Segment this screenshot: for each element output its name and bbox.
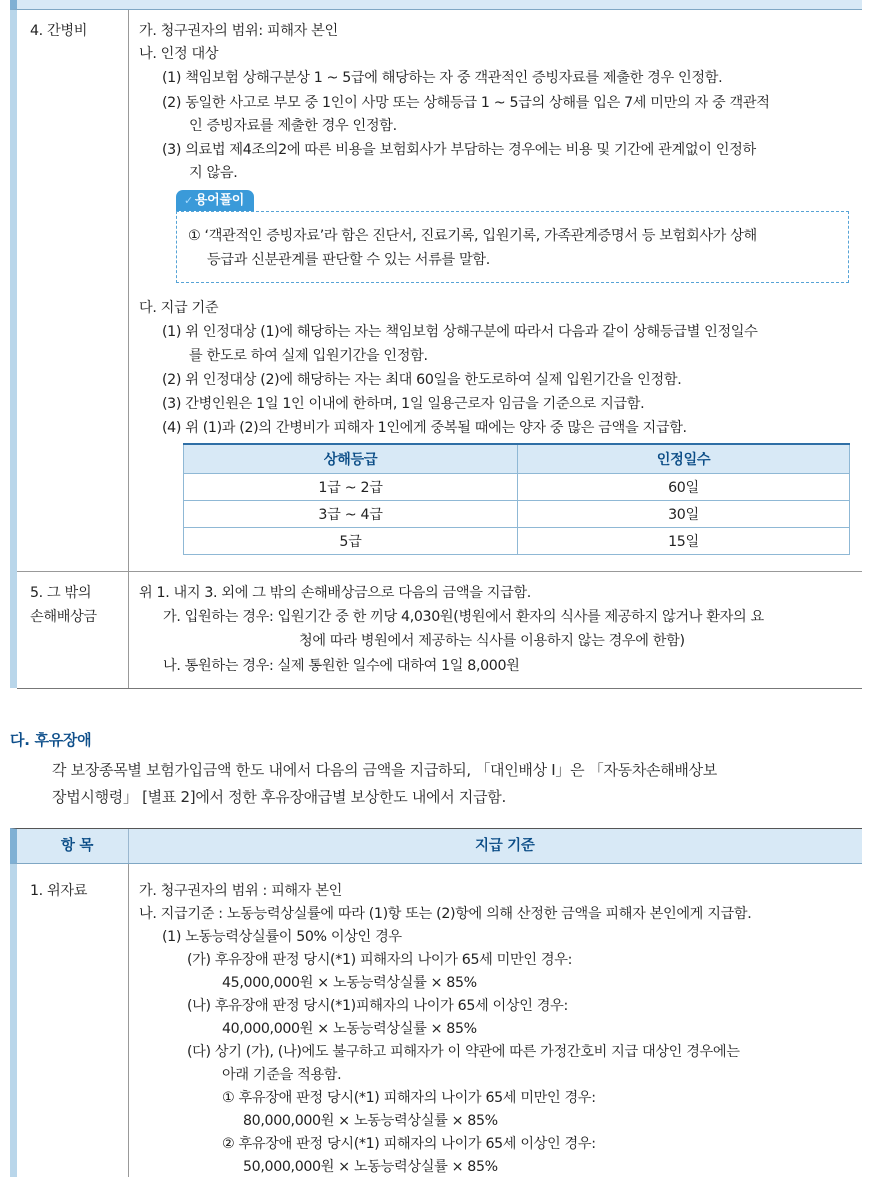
grade-header: 상해등급 [184, 444, 518, 474]
item-label: 4. 간병비 [30, 23, 88, 39]
header-divider [128, 829, 129, 863]
criteria-line: (가) 후유장애 판정 당시(*1) 피해자의 나이가 65세 미만인 경우: [187, 952, 573, 968]
criteria-line: 위 1. 내지 3. 외에 그 밖의 손해배상금으로 다음의 금액을 지급함. [139, 585, 531, 601]
criteria-line: (3) 간병인원은 1일 1인 이내에 한하며, 1일 일용근로자 임금을 기준으로 지급함. [162, 396, 645, 412]
grade-cell: 1급 ~ 2급 [184, 474, 518, 501]
criteria-line: 청에 따라 병원에서 제공하는 식사를 이용하지 않는 경우에 한함) [299, 633, 685, 649]
intro-line: 각 보장종목별 보험가입금액 한도 내에서 다음의 금액을 지급하되, 「대인배상 Ⅰ」은 「자동차손해배상보 [52, 761, 717, 779]
criteria-line: (1) 노동능력상실률이 50% 이상인 경우 [162, 929, 402, 945]
grade-cell: 3급 ~ 4급 [184, 501, 518, 528]
criteria-line: (1) 위 인정대상 (1)에 해당하는 자는 책임보험 상해구분에 따라서 다음과 같이 상해등급별 인정일수 [162, 324, 758, 340]
criteria-line: (2) 위 인정대상 (2)에 해당하는 자는 최대 60일을 한도로하여 실제 입원기간을 인정함. [162, 372, 682, 388]
days-cell: 30일 [518, 501, 850, 528]
row-divider [17, 571, 862, 572]
table-bottom-border [17, 688, 862, 689]
criteria-line: (4) 위 (1)과 (2)의 간병비가 피해자 1인에게 중복될 때에는 양자 중 많은 금액을 지급함. [162, 420, 687, 436]
criteria-line: (나) 후유장애 판정 당시(*1)피해자의 나이가 65세 이상인 경우: [187, 998, 568, 1014]
criteria-line: 나. 통원하는 경우: 실제 통원한 일수에 대하여 1일 8,000원 [163, 658, 520, 674]
glossary-tag [176, 190, 254, 211]
criteria-line: (3) 의료법 제4조의2에 따른 비용을 보험회사가 부담하는 경우에는 비용 및 기간에 관계없이 인정하 [162, 142, 756, 158]
table-row [184, 528, 850, 555]
criteria-line: 아래 기준을 적용함. [222, 1067, 342, 1083]
days-cell: 60일 [518, 474, 850, 501]
glossary-tag-label: 용어풀이 [194, 193, 244, 208]
grade-cell: 5급 [184, 528, 518, 555]
glossary-line: ① ‘객관적인 증빙자료’라 함은 진단서, 진료기록, 입원기록, 가족관계증명서 등 보험회사가 상해 [188, 228, 757, 244]
criteria-line: 지 않음. [189, 165, 238, 181]
glossary-line: 등급과 신분관계를 판단할 수 있는 서류를 말함. [207, 252, 490, 268]
table-row [184, 501, 850, 528]
check-icon: ✓ [184, 194, 193, 207]
criteria-header: 지급 기준 [475, 838, 535, 854]
days-cell: 15일 [518, 528, 850, 555]
criteria-line: (2) 동일한 사고로 부모 중 1인이 사망 또는 상해등급 1 ~ 5급의 상해를 입은 7세 미만의 자 중 객관적 [162, 95, 770, 111]
criteria-line: 인 증빙자료를 제출한 경우 인정함. [189, 118, 397, 134]
days-header: 인정일수 [518, 444, 850, 474]
criteria-line: 다. 지급 기준 [139, 300, 219, 316]
criteria-line: 를 한도로 하여 실제 입원기간을 인정함. [189, 348, 428, 364]
section-title: 다. 후유장애 [10, 731, 92, 749]
grade-table-header [184, 444, 850, 474]
criteria-line: 40,000,000원 × 노동능력상실률 × 85% [222, 1021, 477, 1037]
table-row [184, 474, 850, 501]
grade-days-table [183, 443, 850, 555]
intro-line: 장법시행령」 [별표 2]에서 정한 후유장애급별 보상한도 내에서 지급함. [52, 788, 506, 806]
criteria-line: (다) 상기 (가), (나)에도 불구하고 피해자가 이 약관에 따른 가정간호비 지급 대상인 경우에는 [187, 1044, 740, 1060]
criteria-line: 가. 청구권자의 범위: 피해자 본인 [139, 23, 338, 39]
table-header [10, 828, 862, 864]
criteria-line: ① 후유장애 판정 당시(*1) 피해자의 나이가 65세 미만인 경우: [222, 1090, 596, 1106]
item-label: 1. 위자료 [30, 883, 88, 899]
criteria-line: 나. 인정 대상 [139, 46, 219, 62]
item-header: 항 목 [60, 838, 94, 854]
item-label: 손해배상금 [30, 609, 97, 625]
item-column [17, 864, 129, 1177]
criteria-line: 80,000,000원 × 노동능력상실률 × 85% [243, 1113, 498, 1129]
criteria-line: 50,000,000원 × 노동능력상실률 × 85% [243, 1159, 498, 1175]
criteria-line: 나. 지급기준 : 노동능력상실률에 따라 (1)항 또는 (2)항에 의해 산정한 금액을 피해자 본인에게 지급함. [139, 906, 752, 922]
criteria-line: 45,000,000원 × 노동능력상실률 × 85% [222, 975, 477, 991]
criteria-line: ② 후유장애 판정 당시(*1) 피해자의 나이가 65세 이상인 경우: [222, 1136, 596, 1152]
criteria-line: 가. 청구권자의 범위 : 피해자 본인 [139, 883, 343, 899]
criteria-line: 가. 입원하는 경우: 입원기간 중 한 끼당 4,030원(병원에서 환자의 식사를 제공하지 않거나 환자의 요 [163, 609, 764, 625]
item-label: 5. 그 밖의 [30, 585, 92, 601]
glossary-box [176, 211, 849, 283]
criteria-line: (1) 책임보험 상해구분상 1 ~ 5급에 해당하는 자 중 객관적인 증빙자료를 제출한 경우 인정함. [162, 70, 723, 86]
table-header-cut [10, 0, 862, 10]
